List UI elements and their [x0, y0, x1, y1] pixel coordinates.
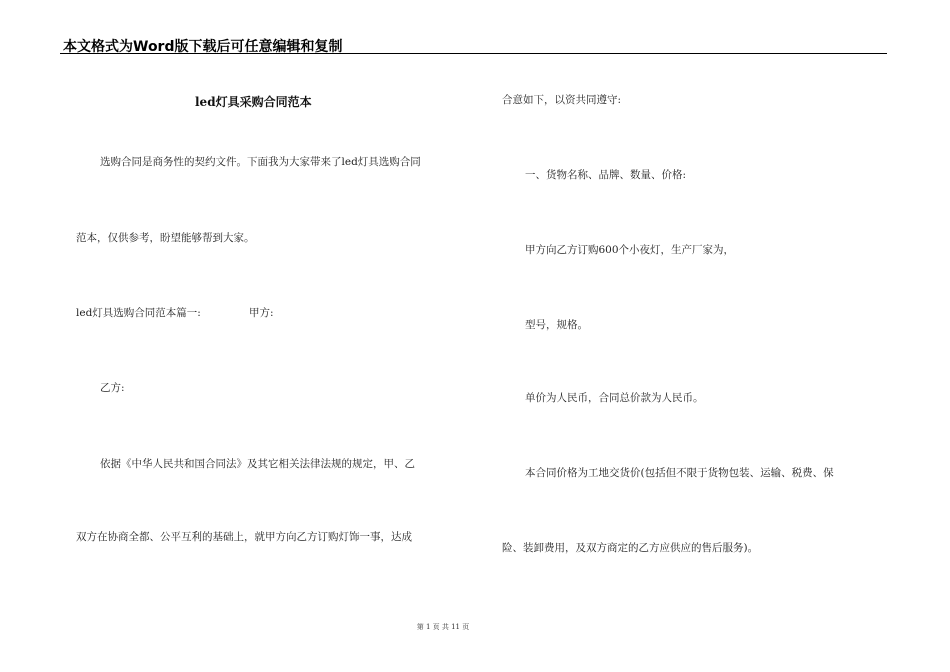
paragraph-line: 型号，规格。 — [525, 319, 588, 331]
paragraph-line: 险、装卸费用，及双方商定的乙方应供应的售后服务)。 — [502, 542, 759, 554]
paragraph-line: 范本，仅供参考，盼望能够帮到大家。 — [76, 232, 255, 244]
document-title: led灯具采购合同范本 — [195, 95, 312, 109]
party-a-label: 甲方: — [249, 307, 274, 319]
paragraph-line: 本合同价格为工地交货价(包括但不限于货物包装、运输、税费、保 — [525, 467, 834, 479]
page-number: 第 1 页 共 11 页 — [416, 623, 470, 631]
paragraph-line: 合意如下，以资共同遵守: — [502, 94, 622, 106]
document-header: 本文格式为Word版下载后可任意编辑和复制 — [63, 39, 343, 55]
paragraph-line: 依据《中华人民共和国合同法》及其它相关法律法规的规定，甲、乙 — [100, 458, 415, 470]
clause-heading: 一、货物名称、品牌、数量、价格: — [525, 169, 687, 181]
paragraph-line: 甲方向乙方订购600个小夜灯，生产厂家为， — [525, 244, 735, 256]
section-heading: led灯具选购合同范本篇一: — [76, 307, 201, 319]
header-divider — [60, 53, 887, 54]
paragraph-line: 双方在协商全都、公平互利的基础上，就甲方向乙方订购灯饰一事，达成 — [76, 531, 412, 543]
paragraph-line: 单价为人民币，合同总价款为人民币。 — [525, 392, 704, 404]
paragraph-line: 选购合同是商务性的契约文件。下面我为大家带来了led灯具选购合同 — [100, 156, 421, 168]
party-b-label: 乙方: — [100, 382, 125, 394]
